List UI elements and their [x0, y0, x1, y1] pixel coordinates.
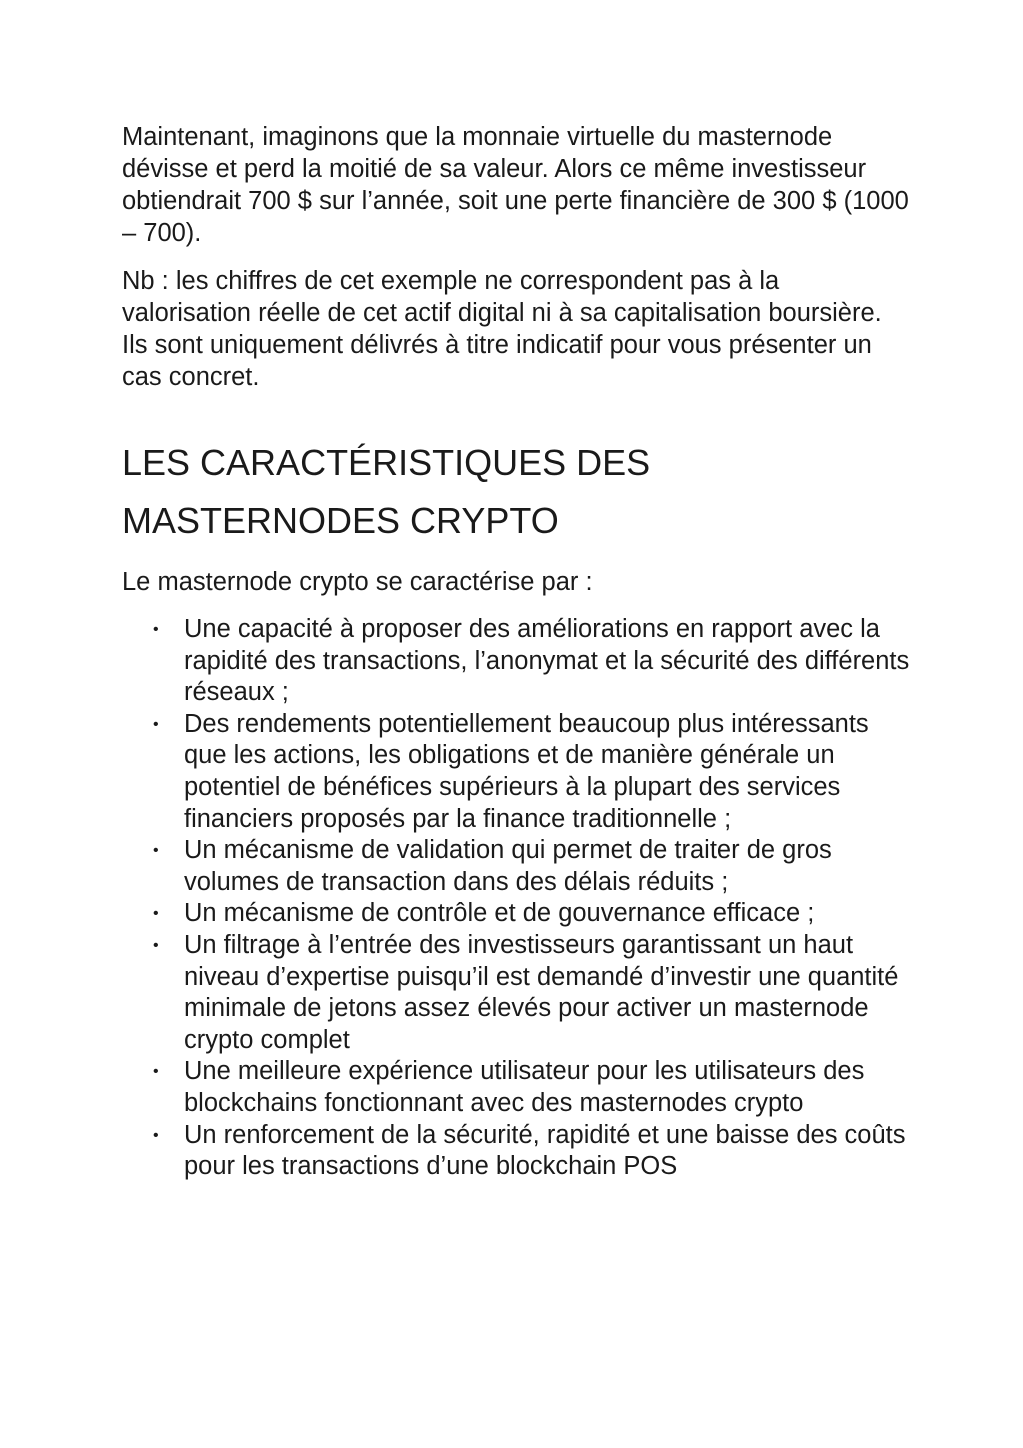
- section-heading: LES CARACTÉRISTIQUES DES MASTERNODES CRYPTO: [122, 442, 651, 541]
- list-item: [153, 614, 912, 709]
- list-item: [153, 898, 912, 930]
- list-item-text: Un renforcement de la sécurité, rapidité et une baisse des coûts pour les transactions d’une blockchain POS: [184, 1120, 906, 1181]
- list-item-text: Des rendements potentiellement beaucoup plus intéressants que les actions, les obligations et de manière générale un potentiel de bénéfices supérieurs à la plupart des services financiers proposés par la finance traditionnelle ;: [184, 709, 869, 833]
- bullet-icon: •: [153, 905, 159, 923]
- list-item: [153, 1056, 912, 1119]
- features-list: [122, 614, 912, 1183]
- list-item-text: Un mécanisme de contrôle et de gouvernance efficace ;: [184, 899, 815, 928]
- list-item-text: Une capacité à proposer des améliorations en rapport avec la rapidité des transactions, l’anonymat et la sécurité des différents réseaux ;: [184, 615, 910, 707]
- bullet-icon: •: [153, 621, 159, 638]
- paragraph-disclaimer-note: Nb : les chiffres de cet exemple ne correspondent pas à la valorisation réelle de cet actif digital ni à sa capitalisation boursière. Ils sont uniquement délivrés à titre indicatif pour vous présenter un cas concret.: [122, 267, 882, 391]
- document-page: [122, 121, 912, 1183]
- list-item: [153, 709, 912, 835]
- list-item: [153, 1120, 912, 1183]
- bullet-icon: •: [153, 1063, 159, 1081]
- list-item: [153, 930, 912, 1056]
- bullet-icon: •: [153, 1126, 159, 1144]
- list-item-text: Une meilleure expérience utilisateur pour les utilisateurs des blockchains fonctionnant avec des masternodes crypto: [184, 1057, 865, 1117]
- list-item-text: Un filtrage à l’entrée des investisseurs garantissant un haut niveau d’expertise puisqu’il est demandé d’investir une quantité minimale de jetons assez élevés pour activer un masternode crypto complet: [184, 930, 899, 1054]
- bullet-icon: •: [153, 842, 159, 860]
- bullet-icon: •: [153, 936, 159, 954]
- list-item: [153, 835, 912, 898]
- list-item-text: Un mécanisme de validation qui permet de traiter de gros volumes de transaction dans des délais réduits ;: [184, 836, 832, 896]
- bullet-icon: •: [153, 715, 159, 733]
- list-intro: Le masternode crypto se caractérise par :: [122, 568, 593, 596]
- paragraph-devaluation-example: Maintenant, imaginons que la monnaie virtuelle du masternode dévisse et perd la moitié de sa valeur. Alors ce même investisseur obtiendrait 700 $ sur l’année, soit une perte financière de 300 $ (1000 – 700).: [122, 123, 909, 247]
